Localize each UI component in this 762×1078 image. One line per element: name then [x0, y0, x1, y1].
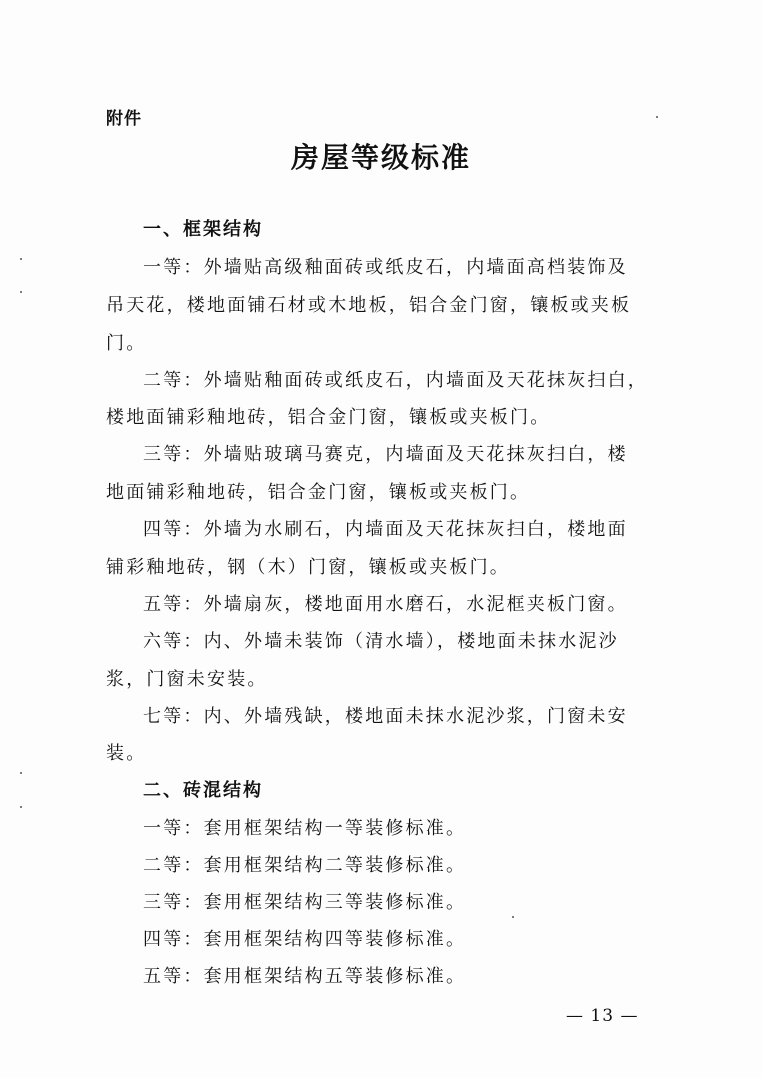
- attachment-label: 附件: [106, 109, 142, 129]
- paragraph-line: 吊天花，楼地面铺石材或木地板，铝合金门窗，镶板或夹板: [106, 295, 632, 316]
- paragraph-line: 门。: [106, 333, 147, 354]
- scan-speck: [512, 916, 514, 918]
- scan-speck: [20, 772, 22, 774]
- scan-speck: [656, 116, 658, 118]
- page-number: — 13 —: [566, 1006, 639, 1026]
- page-title: 房屋等级标准: [290, 141, 471, 174]
- paragraph-line: 一等：外墙贴高级釉面砖或纸皮石，内墙面高档装饰及: [143, 257, 628, 278]
- section-heading-brick-concrete-structure: 二、砖混结构: [143, 780, 263, 801]
- scan-speck: [20, 258, 22, 260]
- paragraph-line: 二等：外墙贴釉面砖或纸皮石，内墙面及天花抹灰扫白，: [143, 370, 648, 391]
- paragraph-line: 三等：套用框架结构三等装修标准。: [143, 892, 467, 913]
- paragraph-line: 地面铺彩釉地砖，铝合金门窗，镶板或夹板门。: [106, 482, 531, 503]
- paragraph-line: 五等：套用框架结构五等装修标准。: [143, 966, 467, 987]
- paragraph-line: 装。: [106, 743, 147, 764]
- paragraph-line: 楼地面铺彩釉地砖，铝合金门窗，镶板或夹板门。: [106, 407, 551, 428]
- paragraph-line: 四等：外墙为水刷石，内墙面及天花抹灰扫白，楼地面: [143, 519, 628, 540]
- scan-speck: [20, 806, 22, 808]
- section-heading-frame-structure: 一、框架结构: [143, 219, 263, 240]
- paragraph-line: 七等：内、外墙残缺，楼地面未抹水泥沙浆，门窗未安: [143, 706, 628, 727]
- paragraph-line: 五等：外墙扇灰，楼地面用水磨石，水泥框夹板门窗。: [143, 594, 628, 615]
- paragraph-line: 三等：外墙贴玻璃马赛克，内墙面及天花抹灰扫白，楼: [143, 444, 628, 465]
- scan-speck: [20, 291, 22, 293]
- paragraph-line: 铺彩釉地砖，钢（木）门窗，镶板或夹板门。: [106, 557, 510, 578]
- paragraph-line: 六等：内、外墙未装饰（清水墙），楼地面未抹水泥沙: [143, 631, 619, 652]
- paragraph-line: 四等：套用框架结构四等装修标准。: [143, 929, 467, 950]
- paragraph-line: 一等：套用框架结构一等装修标准。: [143, 818, 467, 839]
- paragraph-line: 浆，门窗未安装。: [106, 669, 268, 690]
- paragraph-line: 二等：套用框架结构二等装修标准。: [143, 855, 467, 876]
